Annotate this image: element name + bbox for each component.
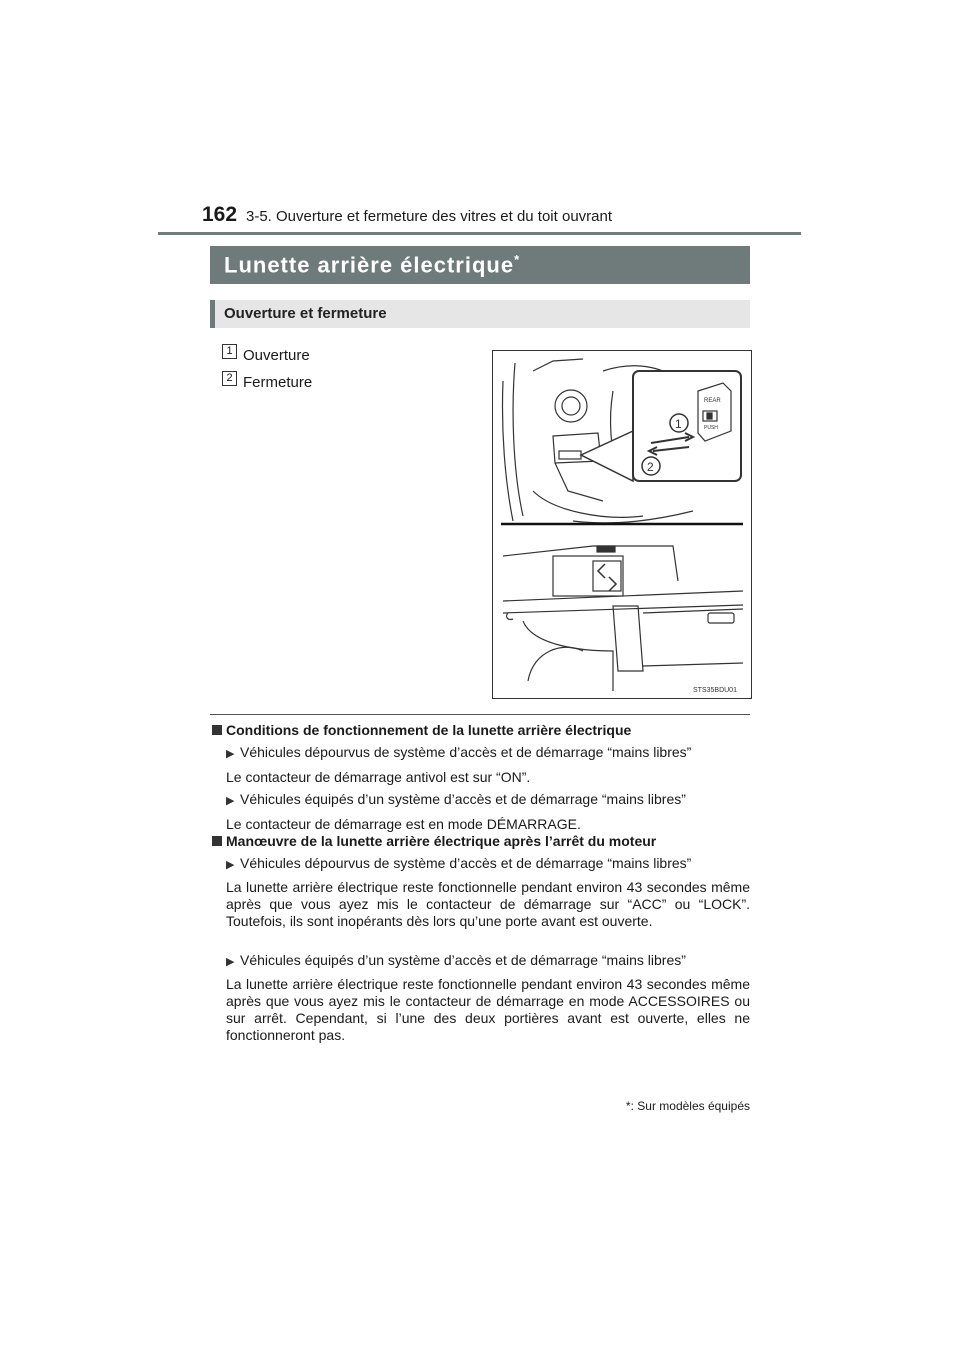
condition-text: Le contacteur de démarrage est en mode DÉMARRAGE. xyxy=(226,816,581,832)
figure-code: STS35BDU01 xyxy=(693,687,737,694)
legend-number-1: 1 xyxy=(222,344,237,359)
callout-connector xyxy=(581,431,633,481)
condition-paragraph: La lunette arrière électrique reste fonctionnelle pendant environ 43 secondes même après que vous ayez mis le contacteur de démarrage sur “ACC” ou “LOCK”. Toutefois, ils sont inopérants dès lors qu’une porte avant est ouverte. xyxy=(226,879,750,929)
subsection-title: Ouverture et fermeture xyxy=(224,305,387,322)
condition-label: Véhicules équipés d’un système d’accès et de démarrage “mains libres” xyxy=(240,952,686,968)
arrow-bullet-icon: ▶ xyxy=(226,748,235,760)
section-title-bar xyxy=(210,246,750,284)
condition-label: Véhicules dépourvus de système d’accès et de démarrage “mains libres” xyxy=(240,744,692,760)
switch-label-rear: REAR xyxy=(704,398,721,404)
legend-label-2: Fermeture xyxy=(243,374,313,391)
section-divider xyxy=(210,714,750,715)
title-marker: * xyxy=(514,252,521,267)
rear-switch-icon xyxy=(698,383,731,441)
callout-2-label: 2 xyxy=(647,460,654,474)
condition-text: Le contacteur de démarrage antivol est sur “ON”. xyxy=(226,769,531,785)
bullet-square xyxy=(212,836,222,846)
running-header: 3-5. Ouverture et fermeture des vitres et du toit ouvrant xyxy=(246,208,613,225)
switch-label-push: PUSH xyxy=(704,425,718,431)
legend-number-2: 2 xyxy=(222,371,237,386)
page-number: 162 xyxy=(202,203,238,226)
subsection-bar xyxy=(210,300,750,328)
truck-drawing xyxy=(503,546,743,691)
illustration-svg xyxy=(493,351,751,698)
arrow-bullet-icon: ▶ xyxy=(226,956,235,968)
condition-label: Véhicules équipés d’un système d’accès et de démarrage “mains libres” xyxy=(240,791,686,807)
section-heading-conditions: Conditions de fonctionnement de la lunette arrière électrique xyxy=(226,722,632,738)
page-title-text: Lunette arrière électrique xyxy=(224,252,515,278)
legend-label-1: Ouverture xyxy=(243,347,310,364)
section-heading-after-engine-stop: Manœuvre de la lunette arrière électrique après l’arrêt du moteur xyxy=(226,833,657,849)
condition-label: Véhicules dépourvus de système d’accès et de démarrage “mains libres” xyxy=(240,855,692,871)
callout-1-label: 1 xyxy=(675,417,682,431)
subsection-accent xyxy=(210,300,215,328)
page-title xyxy=(224,252,520,278)
illustration-figure xyxy=(492,350,752,699)
arrow-bullet-icon: ▶ xyxy=(226,859,235,871)
bullet-square xyxy=(212,725,222,735)
arrow-bullet-icon: ▶ xyxy=(226,795,235,807)
footnote-marker: * xyxy=(625,1099,631,1113)
header-rule xyxy=(158,232,801,235)
condition-paragraph: La lunette arrière électrique reste fonctionnelle pendant environ 43 secondes même après que vous ayez mis le contacteur de démarrage en mode ACCESSOIRES ou sur arrêt. Cependant, si l’une des deux portières avant est ouverte, elles ne fonctionneront pas. xyxy=(226,976,750,1043)
footnote-text: : Sur modèles équipés xyxy=(630,1099,750,1113)
footnote xyxy=(600,1099,750,1113)
